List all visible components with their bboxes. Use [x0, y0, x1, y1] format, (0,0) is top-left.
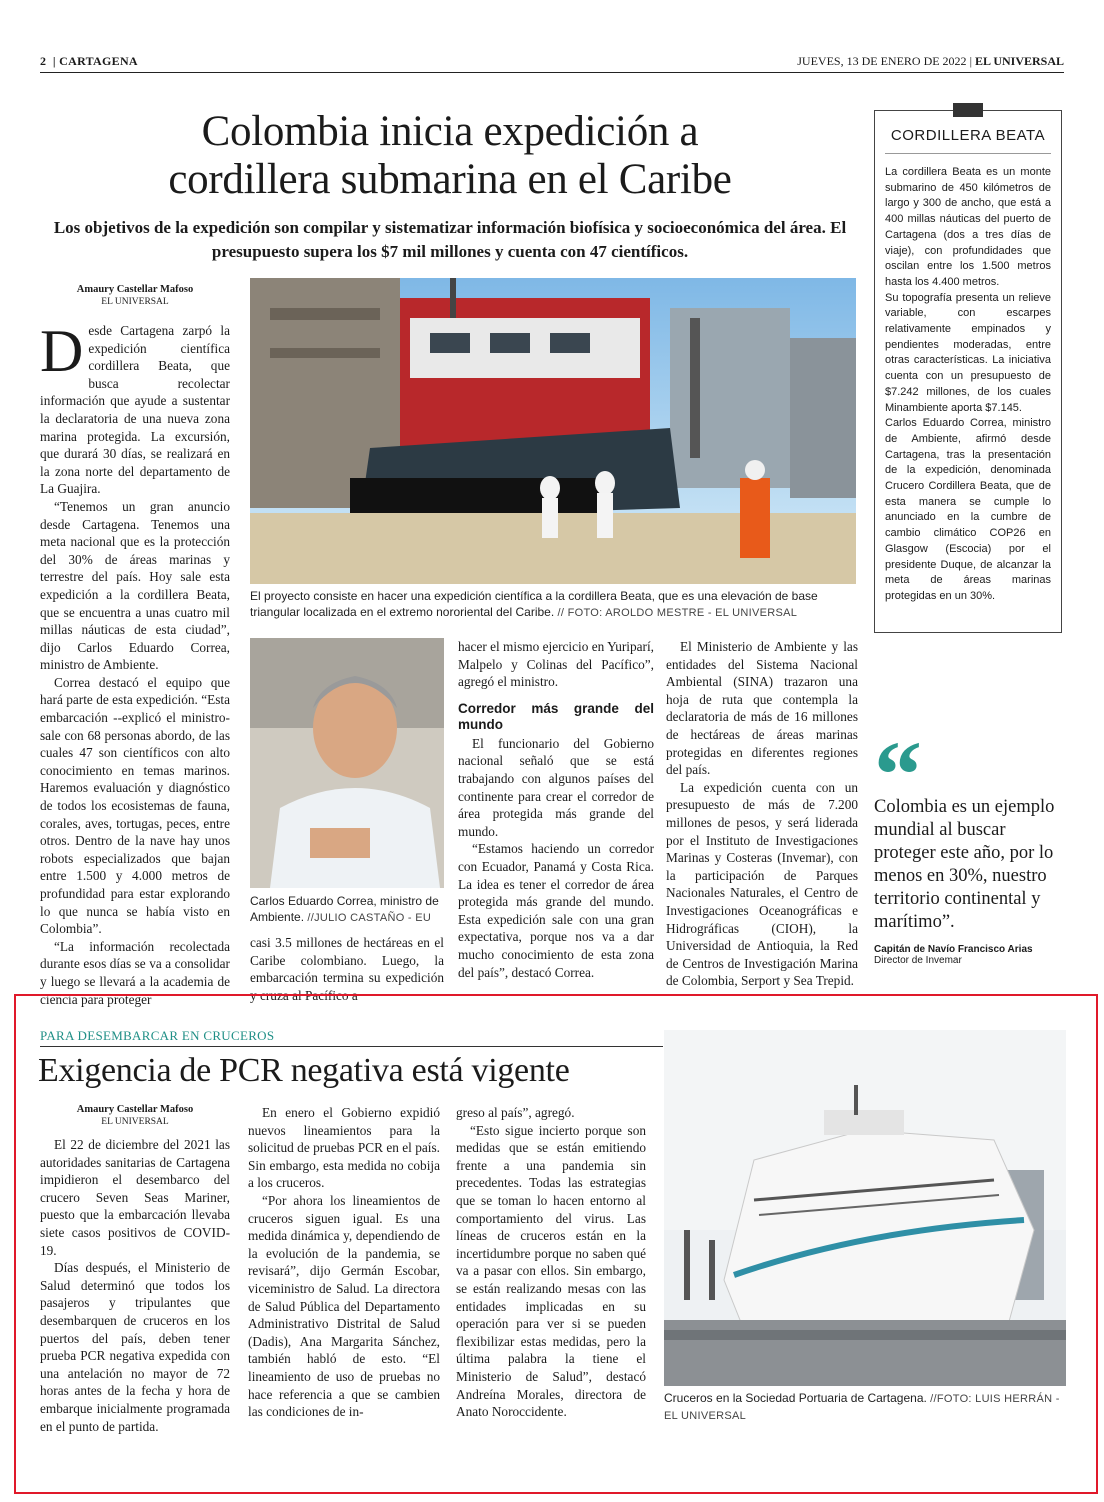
- main-headline: Colombia inicia expedición a cordillera submarina en el Caribe: [168, 108, 732, 203]
- subhead-corredor: Corredor más grande del mundo: [458, 700, 654, 732]
- second-column-2: En enero el Gobierno expidió nuevos lineamientos para la solicitud de pruebas PCR en el país. Sin embargo, esta medida no cobija a los cruceros. “Por ahora los lineamientos de cruceros siguen igual. Es una medida dinámica y, dependiendo de la evolución de la pandemia, se revisará”, dijo Germán Escobar, viceministro de Salud. La directora de Salud Pública del Departamento Administrativo Distrital de Salud (Dadis), Ana Margarita Sánchez, también habló de esto. “El lineamiento de uso de pruebas no hace referencia a que se cambien las condiciones de in-: [248, 1105, 440, 1420]
- pull-quote-text: Colombia es un ejemplo mundial al buscar proteger este año, por lo menos en 30%, nuestro territorio continental y marítimo”.: [874, 797, 1055, 932]
- minister-portrait: [250, 638, 444, 888]
- pull-quote: [874, 721, 1064, 966]
- page-date-paper: JUEVES, 13 DE ENERO DE 2022 | EL UNIVERSAL: [797, 54, 1064, 68]
- sidebar-body: La cordillera Beata es un monte submarino de 450 kilómetros de largo y 300 de ancho, que está a 400 millas náuticas del puerto de Cartagena (dos a tres días de viaje), con profundidades que oscilan entre los 1.500 metros hasta los 4.400 metros. Su topografía presenta un relieve variable, con escarpes relativamente empinados y pendientes moderadas, entre otras características. La iniciativa cuenta con un presupuesto de $7.242 millones, de los cuales Minambiente aporta $7.145. Carlos Eduardo Correa, ministro de Ambiente, afirmó desde Cartagena, tras la presentación de la expedición, denominada Crucero Cordillera Beata, que de esta manera se cumple lo anunciado en la cumbre de cambio climático COP26 en Glasgow (Escocia) por el presidente Duque, de alcanzar la meta de áreas marinas protegidas en un 30%.: [885, 166, 1051, 602]
- main-column-2-tail: casi 3.5 millones de hectáreas en el Caribe colombiano. Luego, la embarcación termina su expedición y cruza al Pacífico a: [250, 935, 444, 1003]
- main-column-3: hacer el mismo ejercicio en Yuriparí, Malpelo y Colinas del Pacífico”, agregó el ministro. Corredor más grande del mundo El funcionario del Gobierno nacional señaló que se está trabajando con algunos países del continente para crear el corredor de área protegida más grande del mundo. “Estamos haciendo un corredor con Ecuador, Panamá y Costa Rica. La idea es tener el corredor de área protegida más grande del mundo. Esta expedición sale con una gran expectativa, porque nos va a dar mucho conocimiento de esta zona del país”, destacó Correa.: [458, 639, 654, 980]
- page-section: 2 | CARTAGENA: [40, 54, 138, 68]
- expedition-photo-caption: El proyecto consiste en hacer una expedición científica a la cordillera Beata, que es una elevación de base triangular localizada en el extremo nororiental del Caribe. // FOTO: AROLDO MESTRE - EL UNIVERSAL: [250, 589, 818, 619]
- sidebar-title: CORDILLERA BEATA: [890, 127, 1046, 144]
- cruise-ship-photo: [664, 1030, 1066, 1386]
- portrait-caption: Carlos Eduardo Correa, ministro de Ambiente. //JULIO CASTAÑO - EU: [250, 894, 439, 924]
- second-headline: Exigencia de PCR negativa está vigente: [38, 1052, 570, 1089]
- sidebar-cordillera-beata: [874, 110, 1062, 633]
- main-column-1: Amaury Castellar Mafoso EL UNIVERSAL D esde Cartagena zarpó la expedición científica cordillera Beata, que busca recolectar información que ayude a sustentar la declaratoria de una nueva zona marina protegida. La excursión, que durará 30 días, se realizará en la zona norte del departamento de La Guajira. “Tenemos un gran anuncio desde Cartagena. Tenemos una meta nacional que es la protección del 30% de áreas marinas y terrestre del país. Hoy sale esta expedición a la cordillera Beata, que se encuentra a unas cuatro mil millas náuticas de esta ciudad”, dijo Carlos Eduardo Correa, ministro de Ambiente. Correa destacó el equipo que hará parte de esta expedición. “Esta embarcación --explicó el ministro- sale con 68 personas abordo, de las cuales 47 son científicos con alto conocimiento en temas marinos. Haremos evaluación y diagnóstico de todos los ecosistemas de fauna, corales, aves, tortugas, peces, entre otros. Dentro de la nave hay unos robots especializados que bajan entre 1.500 y 4.000 metros de profundidad para estar explorando lo que nunca se había visto en Colombia”. “La información recolectada durante esos días se va a consolidar y luego se llevará a la academia de ciencia para proteger: [40, 284, 230, 1007]
- second-byline: Amaury Castellar Mafoso EL UNIVERSAL: [76, 1104, 194, 1127]
- quote-mark-icon: “: [874, 721, 922, 828]
- second-column-1: Amaury Castellar Mafoso EL UNIVERSAL El 22 de diciembre del 2021 las autoridades sanitarias de Cartagena impidieron el desembarco del crucero Seven Seas Mariner, puesto que la embarcación llevaba siete casos positivos de COVID-19. Días después, el Ministerio de Salud determinó que todos los pasajeros y tripulantes que desembarquen de cruceros en los puertos del país, deben tener prueba PCR negativa expedida con una antelación no mayor de 72 horas antes de la fecha y hora de embarque inicialmente programada en el punto de partida.: [40, 1104, 230, 1434]
- sidebar-tab: [953, 103, 983, 117]
- expedition-photo: [250, 278, 856, 584]
- second-column-3: greso al país”, agregó. “Esto sigue incierto porque son medidas que se están emitiendo frente a una pandemia sin precedentes. Todas las estrategias que se toman lo hacen entorno al comportamiento del virus. Las líneas de cruceros están en la incertidumbre porque no saben qué va a pasar con ellos. Sin embargo, se están realizando mesas con las entidades implicadas en su operación para ver si se pueden flexibilizar estas medidas, pero la última palabra la tiene el Ministerio de Salud”, destacó Andreína Morales, directora de Anato Noroccidente.: [456, 1105, 646, 1420]
- main-deck: Los objetivos de la expedición son compilar y sistematizar información biofísica y socioeconómica del área. El presupuesto supera los $7 mil millones y cuenta con 47 científicos.: [53, 218, 847, 261]
- pull-quote-role: Director de Invemar: [874, 955, 962, 966]
- main-column-4: El Ministerio de Ambiente y las entidades del Sistema Nacional Ambiental (SINA) trazaron una hoja de ruta que contempla la declaratoria de más de 16 millones de hectáreas de áreas marinas protegidas en diferentes regiones del país. La expedición cuenta con un presupuesto de más de 7.200 millones de pesos, y será liderada por el Instituto de Investigaciones Marinas y Costeras (Invemar), con la participación de Parques Nacionales Naturales, el Centro de Investigaciones Oceanográficas e Hidrográficas (CIOH), la Universidad de Antioquia, la Red de Centros de Investigación Marina de Colombia, Serport y Sea Trepid.: [666, 639, 858, 989]
- pull-quote-author: Capitán de Navío Francisco Arias: [874, 944, 1033, 955]
- dropcap: D: [40, 318, 84, 384]
- page-header: [40, 50, 1064, 73]
- byline: Amaury Castellar Mafoso EL UNIVERSAL: [76, 284, 194, 307]
- second-kicker: PARA DESEMBARCAR EN CRUCEROS: [40, 1028, 275, 1043]
- cruise-photo-caption: Cruceros en la Sociedad Portuaria de Cartagena. //FOTO: LUIS HERRÁN - EL UNIVERSAL: [664, 1391, 1060, 1422]
